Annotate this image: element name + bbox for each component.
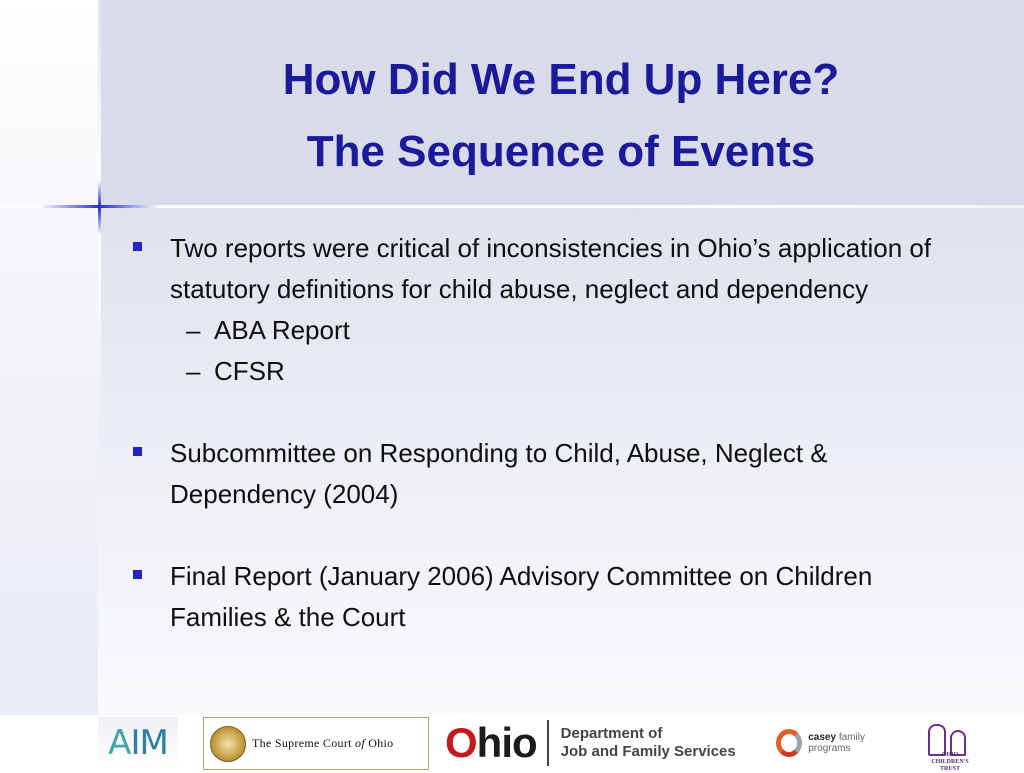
logo-divider [547,720,549,766]
bullet-list [130,228,960,638]
ctf-label: OHIO CHILDREN'S TRUST [931,751,969,772]
bullet-item [130,433,960,515]
bullet-text: Final Report (January 2006) Advisory Committee on Children Families & the Court [170,561,873,632]
square-bullet-icon [133,447,142,456]
department-name: Department of Job and Family Services [560,724,736,760]
dash-marker: – [186,315,201,345]
ohio-wordmark: Ohio [445,718,537,766]
dash-marker: – [186,356,201,386]
title-line-1: How Did We End Up Here? [282,55,840,104]
sub-bullet-text: CFSR [214,356,285,386]
left-strip [0,0,98,768]
aim-logo [98,717,178,768]
casey-logo-icon [776,729,802,757]
bullet-item [130,228,960,310]
bullet-text: Subcommittee on Responding to Child, Abuse, Neglect & Dependency (2004) [170,438,828,509]
childrens-trust-fund-logo [915,717,985,772]
supreme-court-logo [203,717,429,770]
star-flare-vertical-icon [98,180,101,235]
odjfs-logo [441,717,761,768]
bullet-text: Two reports were critical of inconsistencies in Ohio’s application of statutory definitions for child abuse, neglect and dependency [170,233,932,304]
casey-logo-text: casey family programs [808,731,865,754]
slide-title [98,44,1024,188]
casey-logo [776,717,900,768]
title-line-2: The Sequence of Events [306,127,816,176]
sub-bullet-item [130,351,960,392]
seal-icon [210,726,246,762]
sub-bullet-text: ABA Report [214,315,350,345]
children-figure-icon [920,720,980,772]
bullet-item [130,556,960,638]
square-bullet-icon [133,242,142,251]
supreme-court-text: The Supreme Court of Ohio [252,736,394,750]
sub-bullet-item [130,310,960,351]
aim-logo-text: AIM [108,722,168,763]
square-bullet-icon [133,570,142,579]
